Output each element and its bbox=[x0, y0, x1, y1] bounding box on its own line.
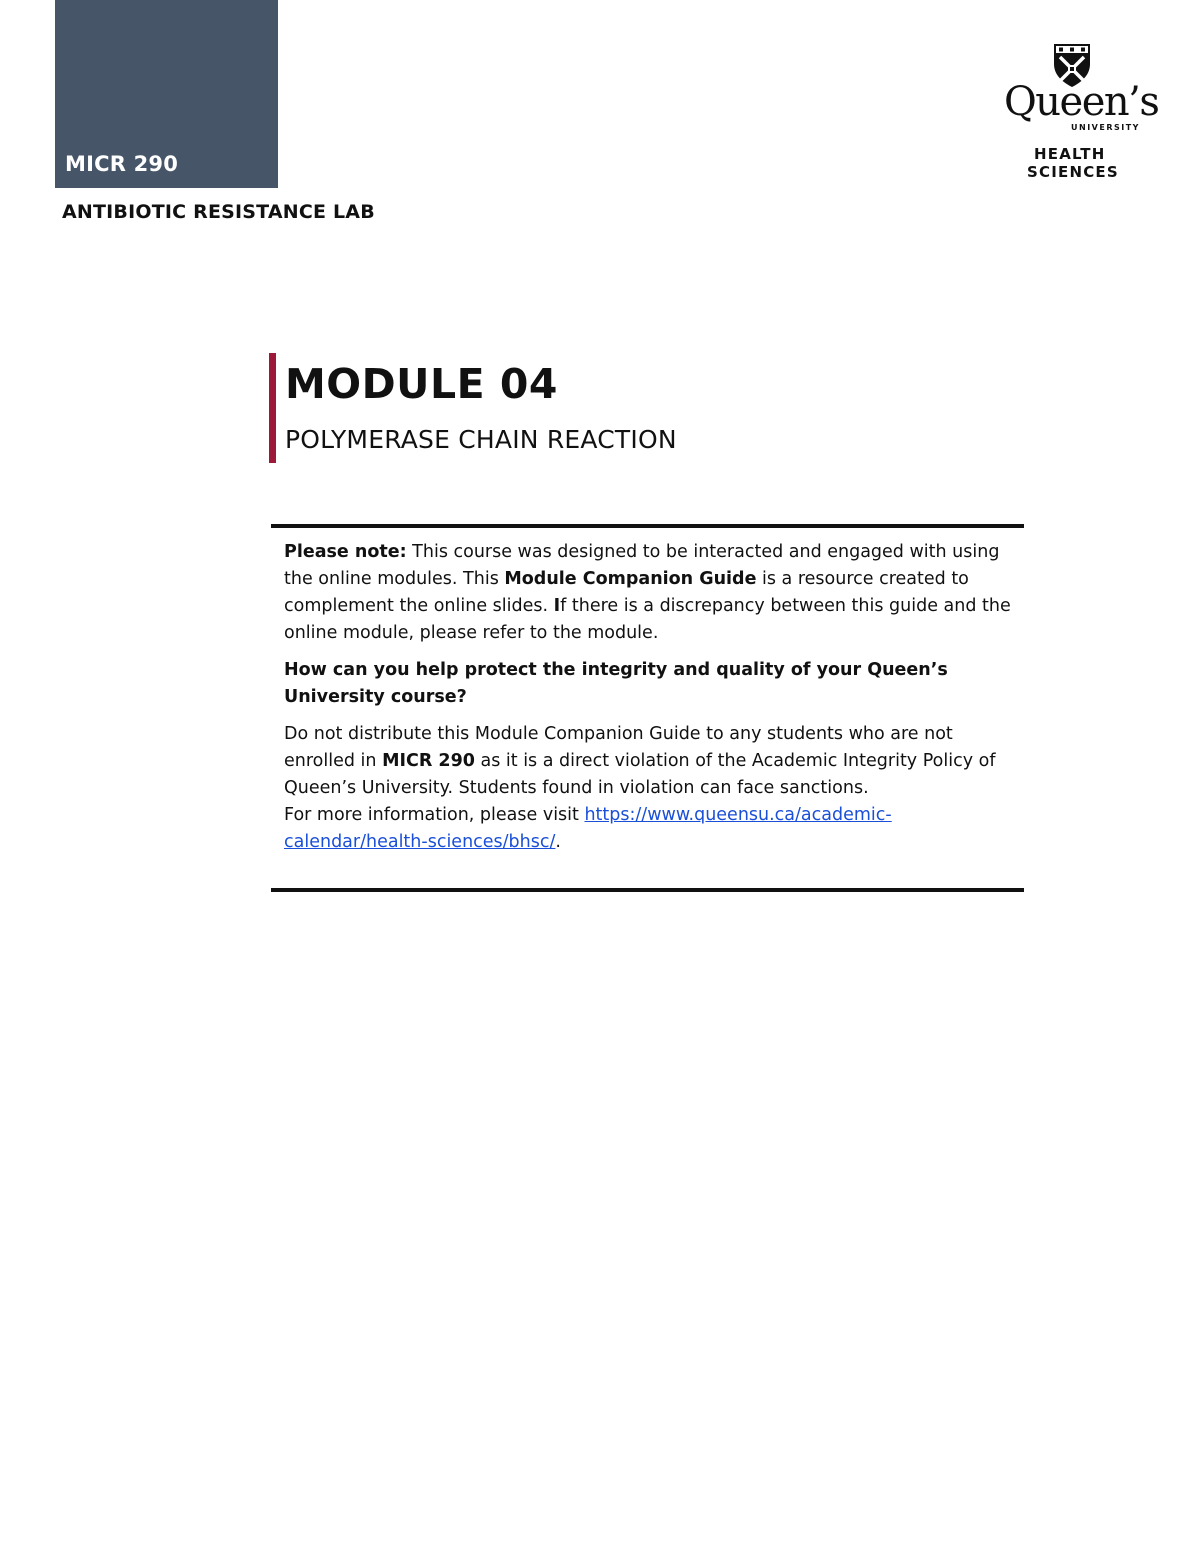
logo-sciences: SCIENCES bbox=[1027, 163, 1119, 181]
notice-paragraph-1 bbox=[284, 539, 1019, 647]
notice-text-bold: I bbox=[553, 596, 561, 616]
notice-box bbox=[284, 539, 1019, 866]
notice-text: as it is a direct violation of the Academic Integrity Policy of Queen’s University. Students found in violation can face sanctions. bbox=[284, 751, 996, 798]
guide-name: Module Companion Guide bbox=[504, 569, 757, 589]
academic-calendar-link[interactable]: https://www.queensu.ca/academic-calendar/health-sciences/bhsc/ bbox=[284, 805, 892, 852]
notice-top-rule bbox=[271, 524, 1024, 528]
notice-text: For more information, please visit bbox=[284, 805, 585, 825]
module-accent-bar bbox=[269, 353, 276, 463]
integrity-question-text: How can you help protect the integrity and quality of your Queen’s University course? bbox=[284, 660, 948, 707]
module-title: MODULE 04 bbox=[285, 360, 558, 408]
queens-health-sciences-logo bbox=[1000, 42, 1159, 182]
notice-text: f there is a discrepancy between this guide and the online module, please refer to the module. bbox=[284, 596, 1011, 643]
notice-text: is a resource created to complement the online slides. bbox=[284, 569, 969, 616]
course-code-inline: MICR 290 bbox=[382, 751, 475, 771]
notice-label: Please note: bbox=[284, 542, 407, 562]
module-subtitle: POLYMERASE CHAIN REACTION bbox=[285, 425, 677, 454]
logo-wordmark: Queen’s bbox=[1004, 79, 1159, 125]
notice-text: This course was designed to be interacted and engaged with using the online modules. This bbox=[284, 542, 1000, 589]
notice-text: Do not distribute this Module Companion Guide to any students who are not enrolled in bbox=[284, 724, 953, 771]
notice-text: . bbox=[555, 832, 561, 852]
notice-bottom-rule bbox=[271, 888, 1024, 892]
course-code: MICR 290 bbox=[65, 152, 179, 176]
course-header-block bbox=[55, 0, 278, 188]
lab-title: ANTIBIOTIC RESISTANCE LAB bbox=[62, 201, 375, 223]
logo-health: HEALTH bbox=[1034, 145, 1106, 163]
logo-university: UNIVERSITY bbox=[1071, 123, 1140, 132]
notice-paragraph-3 bbox=[284, 721, 1019, 856]
integrity-question bbox=[284, 657, 1019, 711]
